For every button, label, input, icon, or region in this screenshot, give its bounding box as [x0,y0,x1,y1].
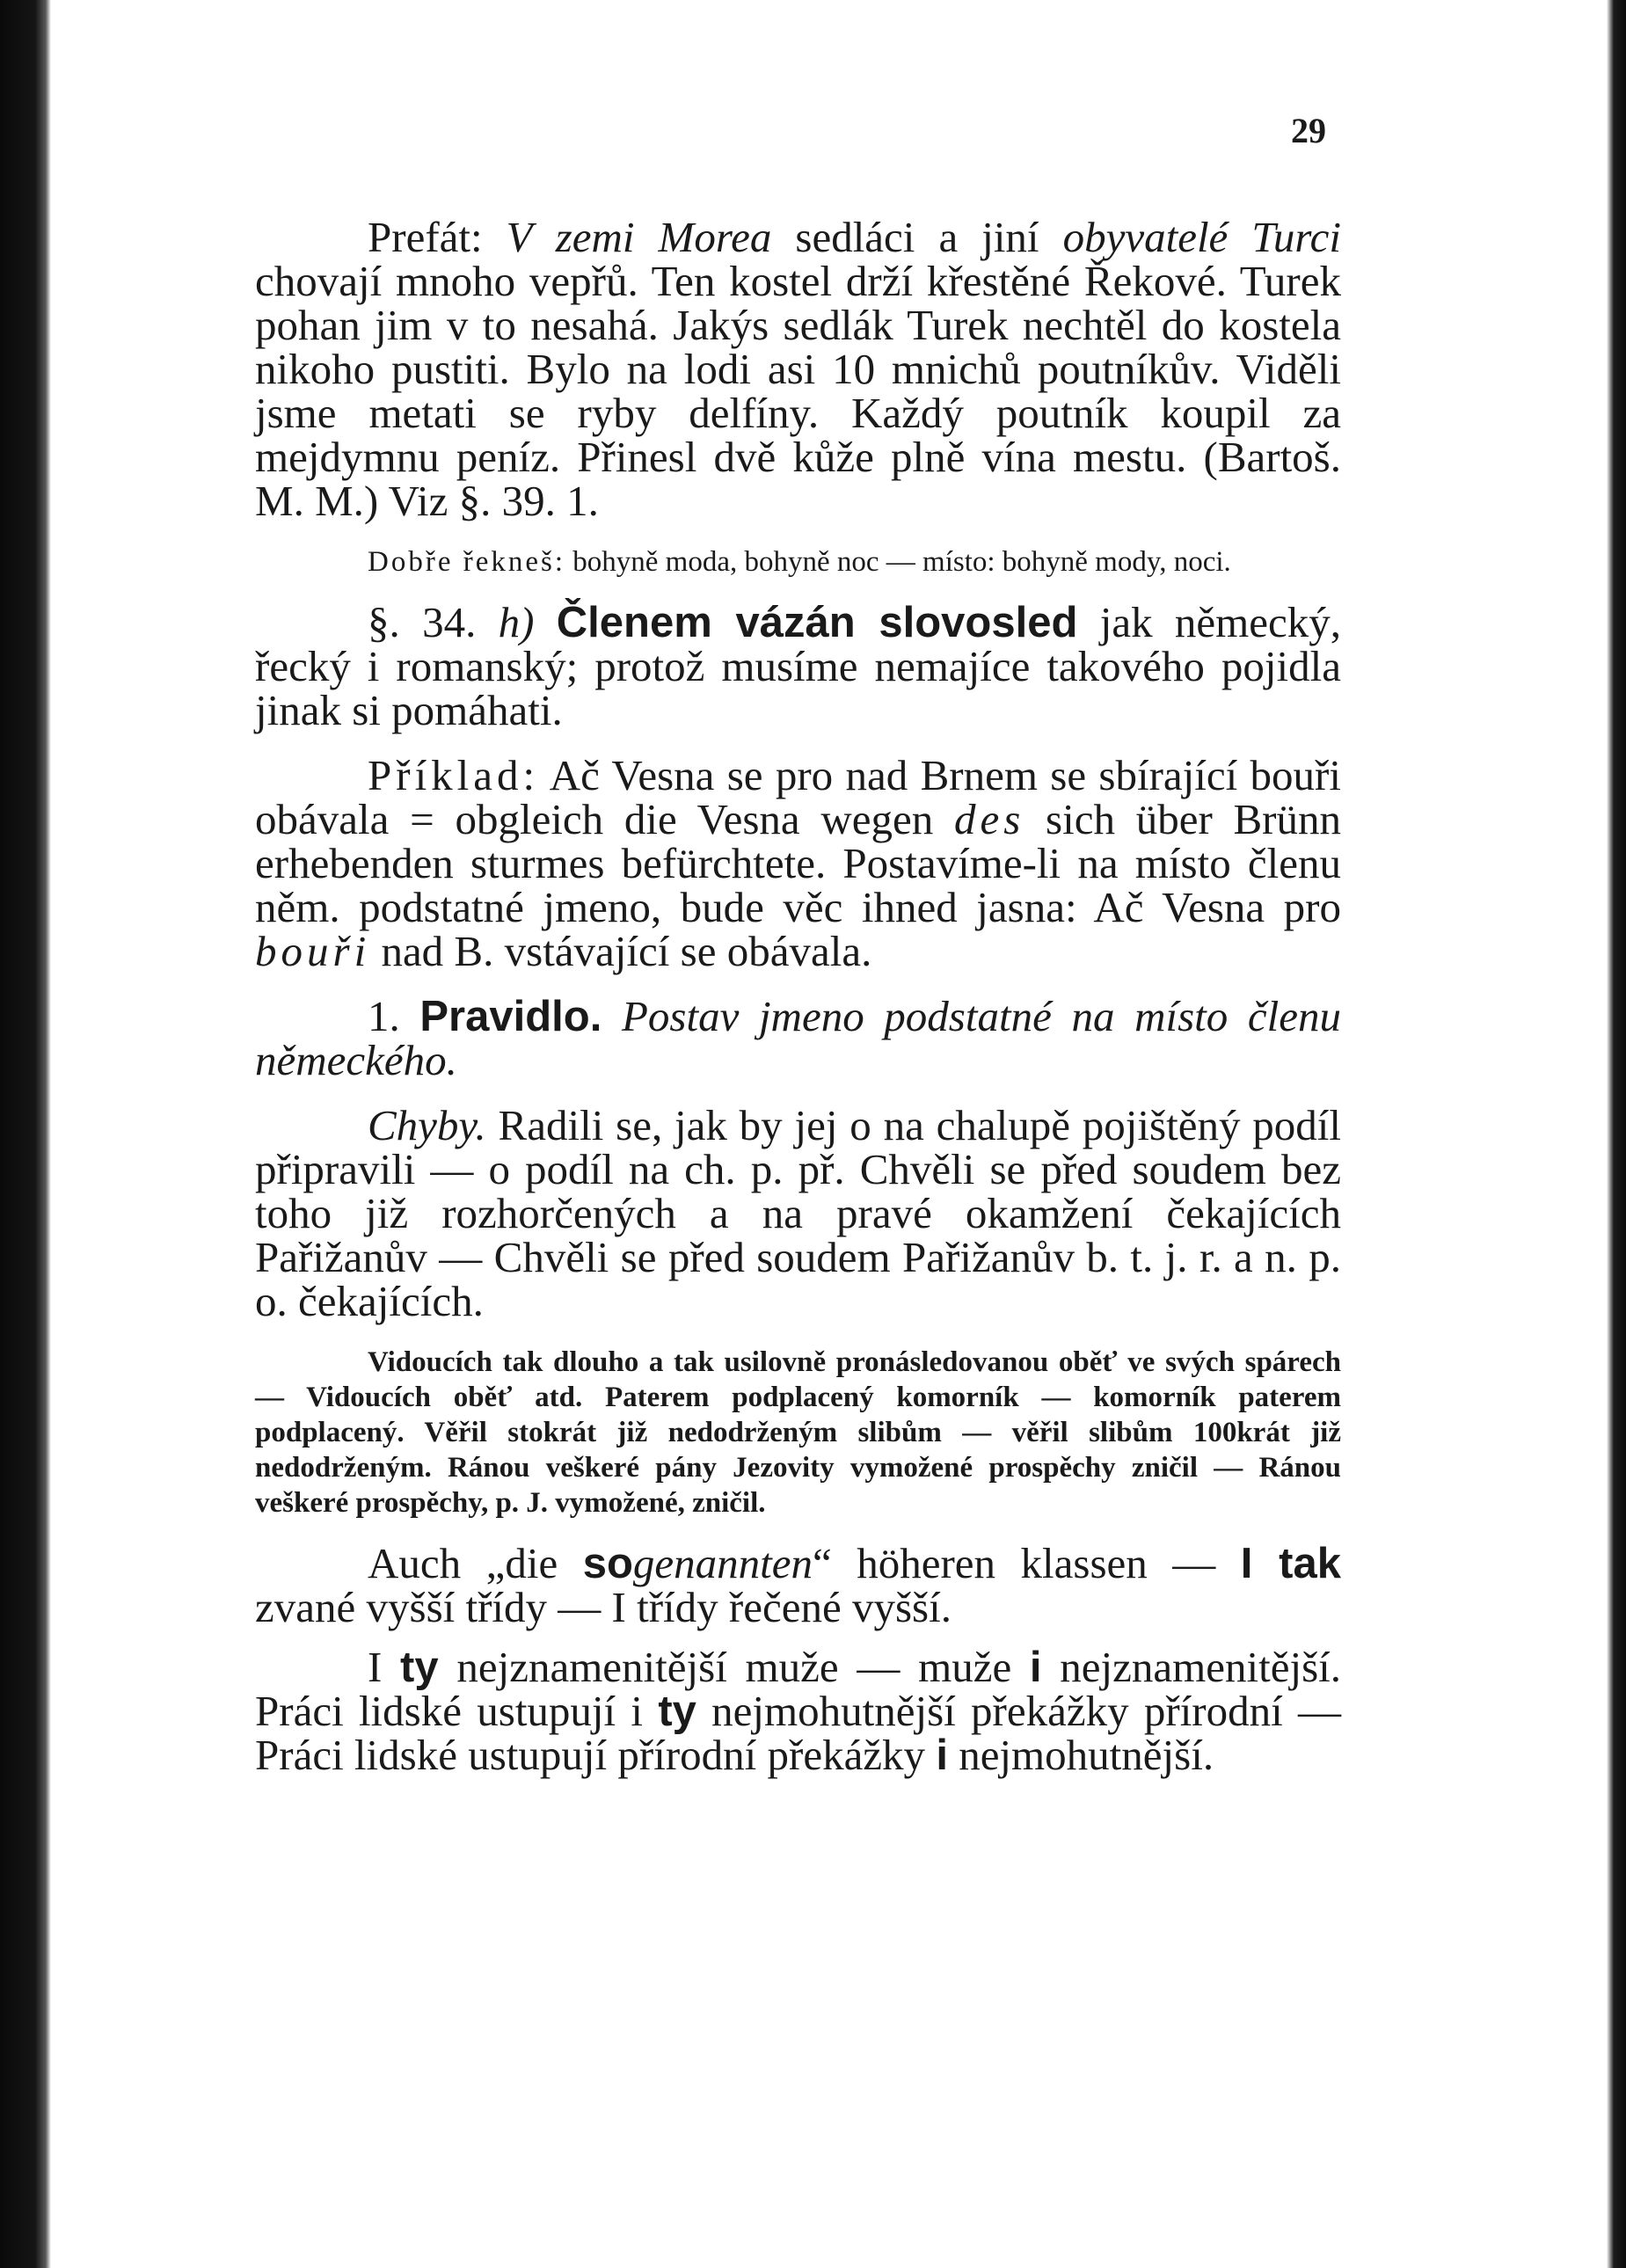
text-run: I [368,1643,401,1691]
text-run: zvané vyšší třídy — I třídy řečené vyšší. [255,1583,952,1631]
italic-spaced-run: bouři [255,927,371,975]
text-run: nejznamenitější muže — muže [438,1643,1030,1691]
bold-run: Pravidlo. [419,993,602,1040]
paragraph-i-ty [255,1645,1341,1777]
text-run: nejznamenitější. Práci lidské ustupují i [255,1643,1342,1735]
paragraph-section-34 [255,598,1342,734]
italic-spaced-run: des [953,795,1025,843]
paragraph-examples-small: Vidoucích tak dlouho a tak usilovně pronásledovanou oběť ve svých spárech — Vidoucích oběť atd. Paterem podplacený komorník — komorník paterem podplacený. Věřil stokrát již nedodrženým slibům — věřil slibům 100krát již nedodrženým. Ránou veškeré pány Jezovity vymožené prospěchy zničil — Ránou veškeré prospěchy, p. J. vymožené, zničil. [255,1346,1341,1519]
section-number: §. 34. [368,598,499,646]
scan-border-left [0,0,51,2268]
page-number: 29 [1291,111,1326,150]
text-run: Radili se, jak by jej o na chalupě pojištěný podíl připravili — o podíl na ch. p. př. Chvěli se před soudem bez toho již rozhorčených a na pravé okamžení čekajících Pařižanův — Chvěli se před soudem Pařižanův b. t. j. r. a n. p. o. čekajících. [255,1101,1341,1325]
paragraph-pravidlo [255,992,1342,1084]
italic-run: obyvatelé Turci [1062,213,1341,261]
bold-run: i [936,1732,948,1779]
text-run: jak německý, řecký i romanský; protož musíme nemajíce takového pojidla jinak si pomáhati. [255,598,1342,734]
text-run: nejmohutnější překážky přírodní — Práci lidské ustupují přírodní překážky [255,1687,1342,1779]
paragraph-chyby [255,1101,1341,1325]
italic-run: Chyby. [368,1101,486,1149]
text-run: 1. [368,992,420,1040]
text-run: nejmohutnější. [947,1731,1214,1779]
text-run: Auch „die [368,1539,583,1587]
text-run: Prefát: [368,213,507,261]
text-run: sedláci a jiní [771,213,1063,261]
italic-run: V zemi Morea [506,213,772,261]
italic-run: h) [498,598,535,646]
text-run: nad B. vstávající se obávala. [370,927,872,975]
text-run: “ höheren klassen — [813,1539,1241,1587]
italic-run: genannten [632,1539,813,1587]
spaced-run: Dobře řekneš: [368,546,566,578]
page-text [255,215,1341,1777]
scan-border-right [1607,0,1626,2268]
spaced-run: Příklad: [368,751,540,799]
text-run: chovají mnoho vepřů. Ten kostel drží křestěné Řekové. Turek pohan jim v to nesahá. Jakýs sedlák Turek nechtěl do kostela nikoho pustiti. Bylo na lodi asi 10 mnichů poutníkův. Viděli jsme metati se ryby delfíny. Každý poutník koupil za mejdymnu peníz. Přinesl dvě kůže plně vína mestu. (Bartoš. M. M.) Viz §. 39. 1. [255,257,1341,525]
bold-run: Členem vázán slovosled [556,599,1078,646]
bold-run: I tak [1240,1540,1342,1587]
paragraph-auch [255,1539,1342,1631]
paragraph-dobre-reknes [255,544,1341,580]
bold-run: ty [400,1644,439,1691]
text-run: sich über Brünn erhebenden sturmes befürchtete. Postavíme-li na místo členu něm. podstatné jmeno, bude věc ihned jasna: Ač Vesna pro [255,795,1341,931]
bold-run: so [582,1540,633,1587]
bold-run: i [1029,1644,1042,1691]
text-run: bohyně moda, bohyně noc — místo: bohyně mody, noci. [565,546,1231,578]
paragraph-priklad [255,751,1341,975]
text-run: Ač Vesna se pro nad Brnem se sbírající bouři obávala = obgleich die Vesna wegen [255,751,1341,843]
italic-run: Postav jmeno podstatné na místo členu německého. [255,992,1342,1084]
bold-run: ty [658,1688,696,1735]
paragraph-prefat [255,215,1341,523]
